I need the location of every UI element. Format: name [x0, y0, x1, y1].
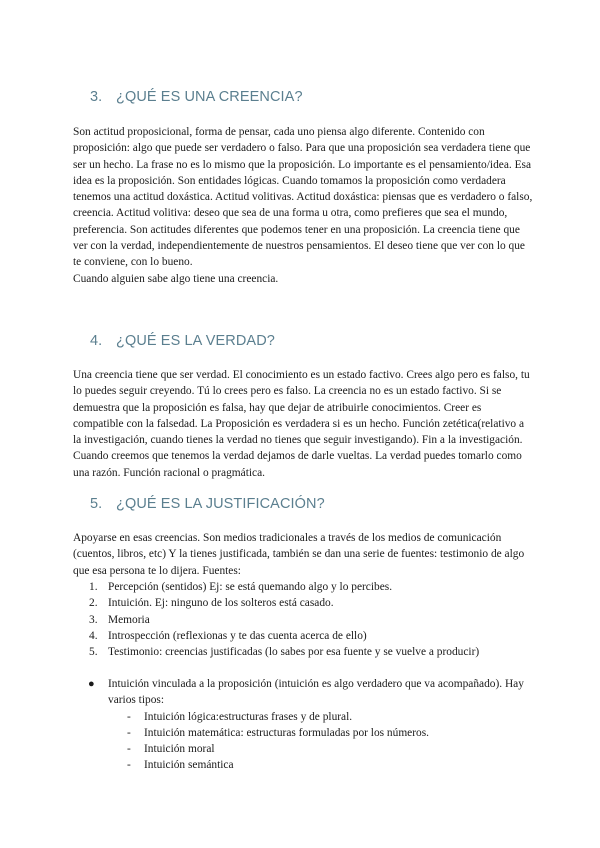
bullet-item [73, 676, 543, 709]
paragraph-text: Una creencia tiene que ser verdad. El conocimiento es un estado factivo. Crees algo pero es falso, tu lo puedes seguir creyendo. Tú lo crees pero es falso. La creencia no es un estado factivo. Si se demuestra que la proposición es falsa, hay que dejar de atribuirle conocimientos. Creer es compatible con la falsedad. La Proposición es verdadera si es un hecho. Función zetética(relativo a la investigación, cuando tienes la verdad no tienes que seguir investigando). Fin a la investigación. Cuando creemos que tenemos la verdad dejamos de darle vueltas. La verdad puedes tomarlo como una razón. Función racional o pragmática. [73, 369, 530, 479]
dash-marker: - [127, 710, 131, 723]
list-item-text: Intuición matemática: estructuras formuladas por los números. [144, 726, 429, 739]
list-item [73, 757, 543, 773]
bullet-dot-icon: ● [88, 678, 95, 690]
section-number: 5. [90, 496, 103, 512]
list-marker: 2. [89, 597, 98, 610]
section-heading-verdad [90, 333, 275, 349]
section-title: ¿QUÉ ES LA VERDAD? [116, 333, 275, 349]
list-item-text: Intuición lógica:estructuras frases y de plural. [144, 710, 353, 723]
list-item [73, 628, 479, 644]
section-number: 4. [90, 333, 103, 349]
section-title: ¿QUÉ ES UNA CREENCIA? [116, 89, 303, 105]
list-item-text: Testimonio: creencias justificadas (lo sabes por esa fuente y se vuelve a producir) [108, 646, 480, 659]
list-marker: 5. [89, 646, 98, 659]
list-marker: 3. [89, 613, 98, 626]
dash-marker: - [127, 759, 131, 772]
paragraph-text: Son actitud proposicional, forma de pensar, cada uno piensa algo diferente. Contenido con proposición: algo que puede ser verdadero o falso. Para que una proposición sea verdadera tiene que ser un hecho. La frase no es lo mismo que la proposición. Lo importante es el pensamiento/idea. Esa idea es la proposición. Son entidades lógicas. Cuando tomamos la proposición como verdadera tenemos una actitud doxástica. Actitud volitivas. Actitud doxástica: piensas que es verdadero o falso, creencia. Actitud volitiva: deseo que sea de una forma u otra, como prefieres que sea el mundo, preferencia. Son actitudes diferentes que podemos tener en una proposición. La creencia tiene que ver con la verdad, independientemente de nuestros pensamientos. El deseo tiene que ver con lo que te conviene, con lo bueno. [73, 126, 533, 269]
dash-marker: - [127, 743, 131, 756]
list-item-text: Percepción (sentidos) Ej: se está quemando algo y lo percibes. [108, 581, 393, 593]
paragraph-text: Apoyarse en esas creencias. Son medios tradicionales a través de los medios de comunicación (cuentos, libros, etc) Y la tienes justificada, también se dan una serie de fuentes: testimonio de algo que esa persona te lo dijera. Fuentes: [73, 532, 525, 577]
list-item-text: Intuición moral [144, 743, 215, 756]
paragraph-creencia [73, 124, 533, 287]
list-item-text: Introspección (reflexionas y te das cuenta acerca de ello) [108, 629, 367, 642]
paragraph-justificacion [73, 530, 533, 579]
dash-marker: - [127, 726, 131, 739]
paragraph-text: Cuando alguien sabe algo tiene una creencia. [73, 272, 279, 285]
list-marker: 1. [89, 581, 98, 593]
sources-list [73, 579, 479, 660]
list-item-text: Intuición. Ej: ninguno de los solteros está casado. [108, 597, 334, 610]
list-item [73, 725, 543, 741]
section-title: ¿QUÉ ES LA JUSTIFICACIÓN? [116, 496, 325, 512]
intuition-bullet [73, 676, 543, 774]
list-item [73, 741, 543, 757]
section-heading-justificacion [90, 496, 325, 512]
list-item [73, 612, 479, 628]
list-item-text: Memoria [108, 613, 150, 626]
paragraph-verdad [73, 367, 533, 481]
list-item [73, 709, 543, 725]
list-marker: 4. [89, 629, 98, 642]
section-heading-creencia [90, 89, 303, 105]
list-item [73, 595, 479, 611]
section-number: 3. [90, 89, 103, 105]
intuition-types-list [73, 709, 543, 774]
list-item [73, 644, 479, 660]
list-item [73, 579, 479, 595]
list-item-text: Intuición semántica [144, 759, 234, 772]
bullet-text: Intuición vinculada a la proposición (intuición es algo verdadero que va acompañado). Hay varios tipos: [108, 678, 524, 707]
